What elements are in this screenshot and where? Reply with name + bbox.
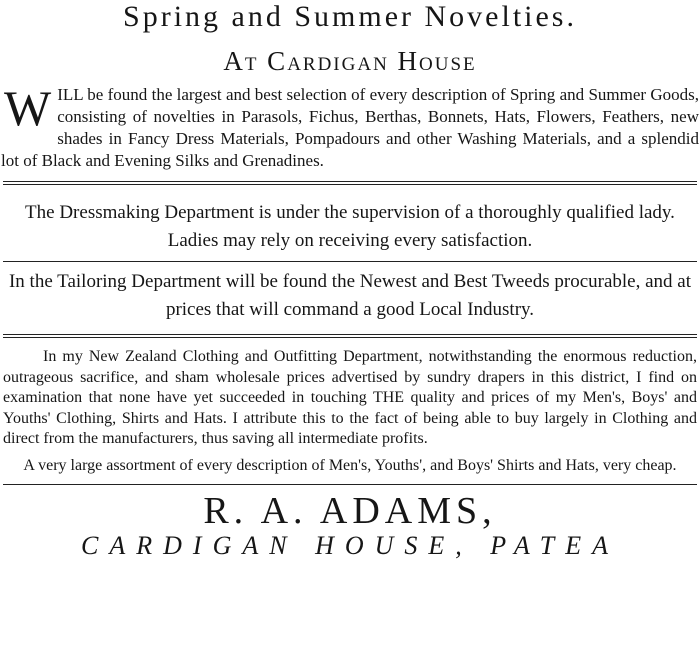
headline: Spring and Summer Novelties. xyxy=(123,0,577,33)
proprietor-name: R. A. ADAMS, xyxy=(203,489,497,532)
intro-text: ILL be found the largest and best selection of every description of Spring and Summer Goods, consisting of novelties in Parasols, Fichus, Berthas, Bonnets, Hats, Flowers, Feathers, new shades in Fancy Dress Materials, Pompadours and other Washing Materials, and a splendid lot of Black and Evening Silks and Grenadines. xyxy=(1,85,699,170)
assortment-paragraph: A very large assortment of every description of Men's, Youths', and Boys' Shirts and Hats, very cheap. xyxy=(23,456,677,474)
store-location: CARDIGAN HOUSE, PATEA xyxy=(81,530,619,560)
intro-paragraph xyxy=(0,80,700,172)
clothing-paragraph: In my New Zealand Clothing and Outfitting Department, notwithstanding the enormous reduction, outrageous sacrifice, and sham wholesale prices advertised by sundry drapers in this district, I find on examination that none have yet succeeded in touching THE quality and prices of my Men's, Boys' and Youths' Clothing, Shirts and Hats. I attribute this to the fact of being able to buy largely in Clothing and direct from the manufacturers, thus saving all intermediate profits. xyxy=(3,348,697,447)
tailoring-notice: In the Tailoring Department will be found the Newest and Best Tweeds procurable, and at prices that will command a good Local Industry. xyxy=(8,271,692,320)
drop-cap: W xyxy=(4,80,52,136)
dressmaking-notice: The Dressmaking Department is under the supervision of a thoroughly qualified lady. Ladies may rely on receiving every satisfaction. xyxy=(25,202,675,251)
store-name: At Cardigan House xyxy=(223,46,477,76)
